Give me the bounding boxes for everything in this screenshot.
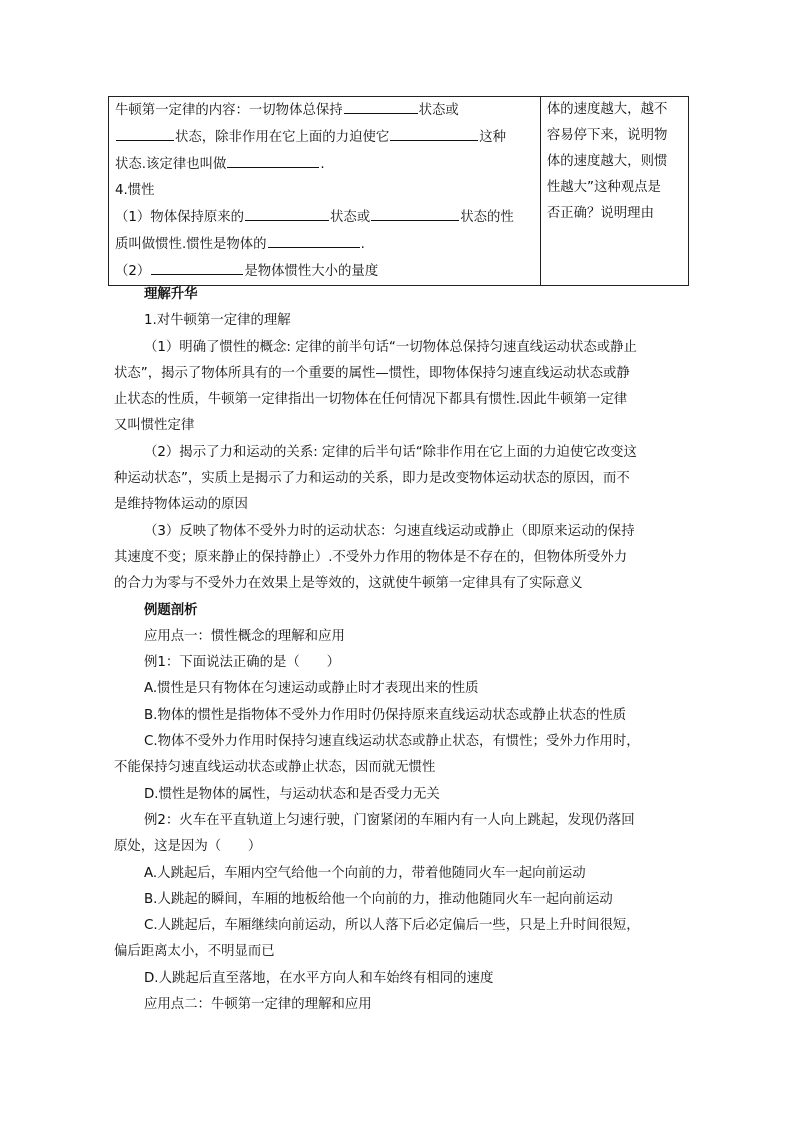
answer-option: 不能保持匀速直线运动状态或静止状态，因而就无惯性 bbox=[114, 760, 436, 776]
paragraph-line: 止状态的性质，牛顿第一定律指出一切物体在任何情况下都具有惯性.因此牛顿第一定律 bbox=[114, 392, 628, 408]
fill-blank[interactable] bbox=[268, 231, 360, 248]
answer-option: D.惯性是物体的属性，与运动状态和是否受力无关 bbox=[144, 786, 440, 802]
fill-blank[interactable] bbox=[116, 124, 174, 141]
answer-option: A.人跳起后，车厢内空气给他一个向前的力，带着他随同火车一起向前运动 bbox=[144, 865, 586, 881]
table-line: 状态.该定律也叫做 . bbox=[115, 151, 534, 178]
fill-blank[interactable] bbox=[344, 97, 418, 114]
paragraph-line: 的合力为零与不受外力在效果上是等效的，这就使牛顿第一定律具有了实际意义 bbox=[114, 576, 583, 592]
example-question: 原处，这是因为（ ） bbox=[114, 839, 262, 855]
question-table bbox=[108, 96, 689, 286]
subsection-title: 1.对牛顿第一定律的理解 bbox=[144, 313, 291, 329]
example-question: 例1：下面说法正确的是（ ） bbox=[144, 655, 340, 671]
application-point: 应用点一：惯性概念的理解和应用 bbox=[144, 628, 345, 644]
section-heading: 例题剖析 bbox=[144, 602, 198, 618]
answer-option: B.物体的惯性是指物体不受外力作用时仍保持原来直线运动状态或静止状态的性质 bbox=[144, 707, 627, 723]
document-body bbox=[114, 282, 690, 1018]
paragraph-line: （1）明确了惯性的概念: 定律的前半句话“一切物体总保持匀速直线运动状态或静止 bbox=[144, 339, 637, 355]
table-line: 4.惯性 bbox=[115, 183, 155, 198]
table-line: 状态，除非作用在它上面的力迫使它 这种 bbox=[115, 124, 534, 151]
table-right-cell bbox=[540, 97, 688, 286]
answer-option: D.人跳起后直至落地，在水平方向人和车始终有相同的速度 bbox=[144, 970, 494, 986]
answer-option: C.人跳起后，车厢继续向前运动，所以人落下后必定偏后一些，只是上升时间很短， bbox=[144, 918, 640, 934]
answer-option: 偏后距离太小，不明显而已 bbox=[114, 944, 275, 960]
table-line: 体的速度越大，则惯 bbox=[546, 154, 668, 169]
paragraph-line: （3）反映了物体不受外力时的运动状态：匀速直线运动或静止（即原来运动的保持 bbox=[144, 523, 635, 539]
paragraph-line: 种运动状态”，实质上是揭示了力和运动的关系，即力是改变物体运动状态的原因，而不 bbox=[114, 471, 630, 487]
paragraph-line: 是维持物体运动的原因 bbox=[114, 497, 248, 513]
fill-blank[interactable] bbox=[227, 151, 319, 168]
application-point: 应用点二：牛顿第一定律的理解和应用 bbox=[144, 997, 372, 1013]
table-line: （1）物体保持原来的 状态或 状态的性 bbox=[115, 204, 534, 231]
fill-blank[interactable] bbox=[371, 204, 459, 221]
answer-option: B.人跳起的瞬间，车厢的地板给他一个向前的力，推动他随同火车一起向前运动 bbox=[144, 891, 613, 907]
answer-option: C.物体不受外力作用时保持匀速直线运动状态或静止状态，有惯性；受外力作用时， bbox=[144, 734, 640, 750]
table-line: 牛顿第一定律的内容：一切物体总保持 状态或 bbox=[115, 97, 534, 124]
paragraph-line: 又叫惯性定律 bbox=[114, 418, 195, 434]
paragraph-line: 其速度不变；原来静止的保持静止）.不受外力作用的物体是不存在的，但物体所受外力 bbox=[114, 549, 628, 565]
paragraph-line: 状态”，揭示了物体所具有的一个重要的属性—惯性，即物体保持匀速直线运动状态或静 bbox=[114, 365, 630, 381]
table-line: （2） 是物体惯性大小的量度 bbox=[115, 258, 534, 285]
example-question: 例2：火车在平直轨道上匀速行驶，门窗紧闭的车厢内有一人向上跳起，发现仍落回 bbox=[144, 812, 635, 828]
paragraph-line: （2）揭示了力和运动的关系: 定律的后半句话“除非作用在它上面的力迫使它改变这 bbox=[144, 444, 637, 460]
table-line: 体的速度越大，越不 bbox=[546, 102, 668, 117]
table-line: 否正确？说明理由 bbox=[546, 206, 654, 221]
fill-blank[interactable] bbox=[390, 124, 478, 141]
fill-blank[interactable] bbox=[151, 258, 243, 275]
table-left-cell bbox=[109, 97, 541, 286]
table-line: 性越大”这种观点是 bbox=[546, 180, 661, 195]
fill-blank[interactable] bbox=[245, 204, 329, 221]
table-line: 容易停下来，说明物 bbox=[546, 128, 668, 143]
table-line: 质叫做惯性.惯性是物体的 . bbox=[115, 231, 534, 258]
section-heading: 理解升华 bbox=[144, 287, 198, 302]
answer-option: A.惯性是只有物体在匀速运动或静止时才表现出来的性质 bbox=[144, 681, 479, 697]
